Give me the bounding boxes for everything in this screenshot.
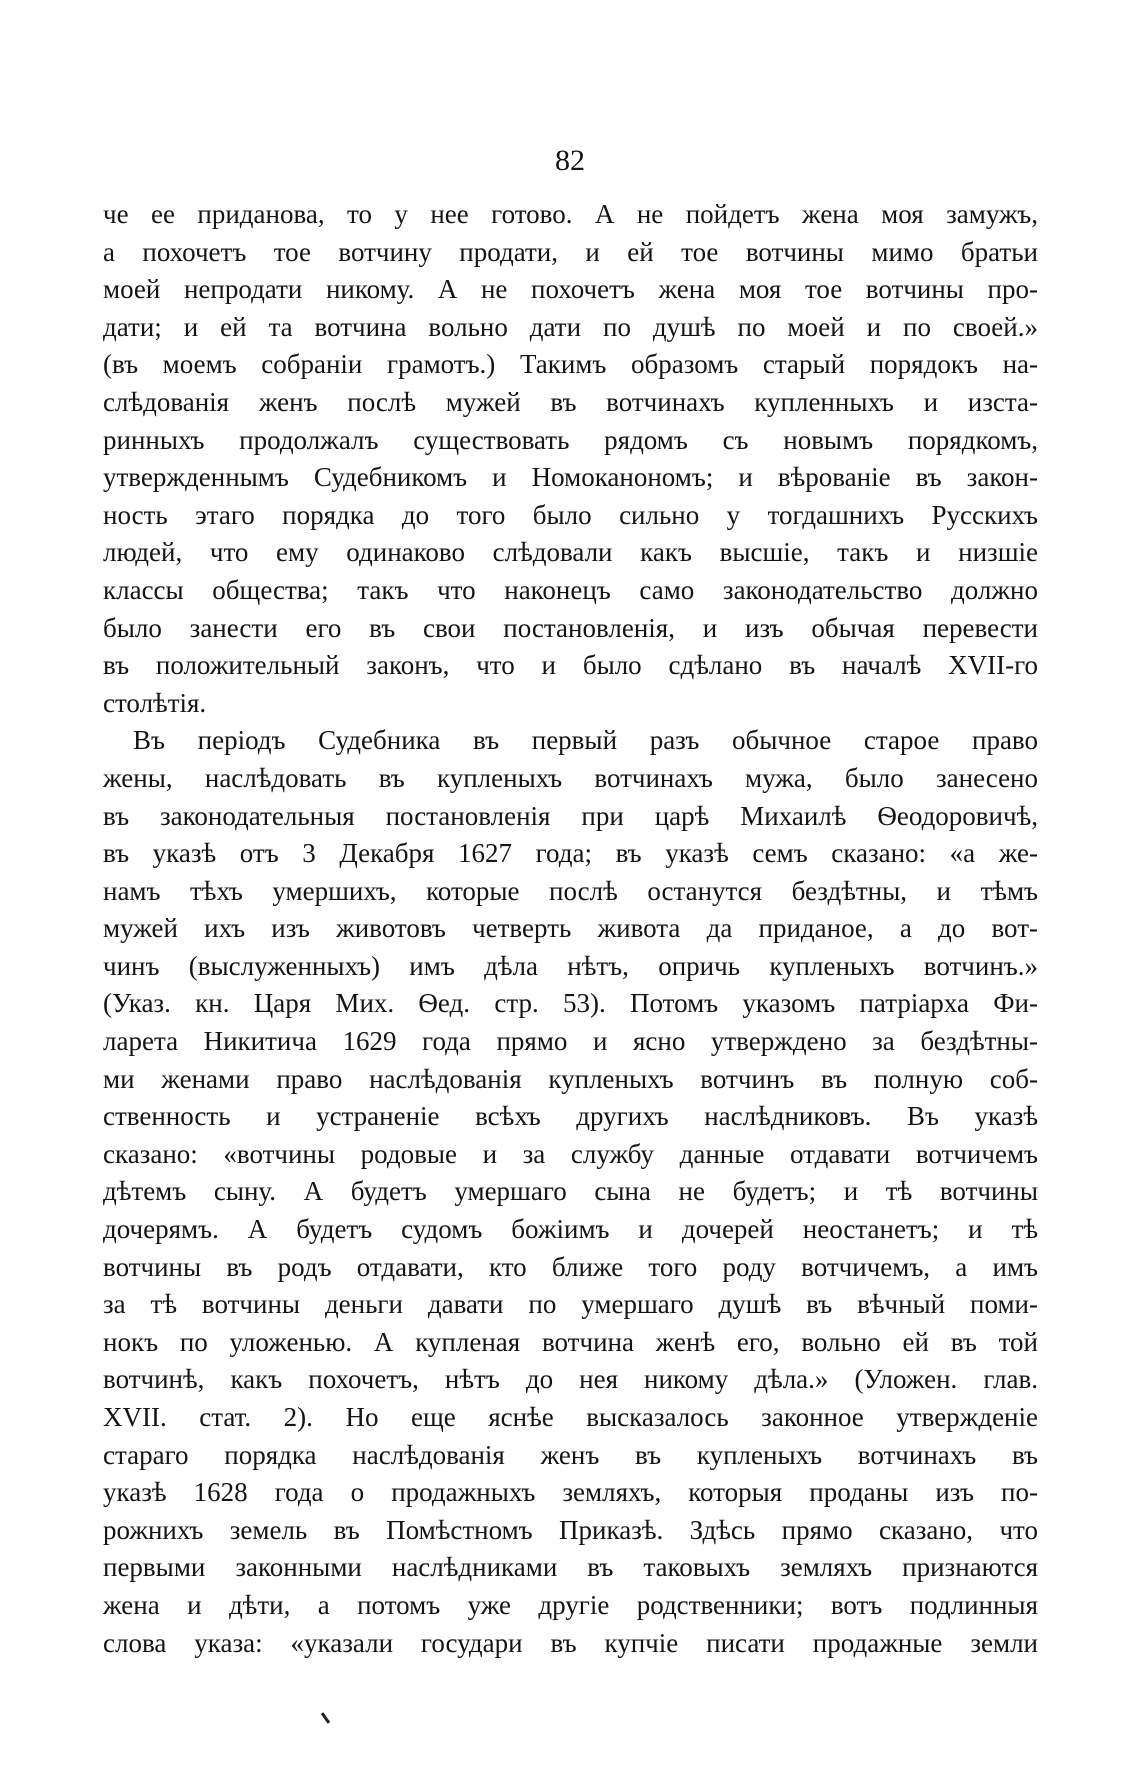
text-line: (въ моемъ собраніи грамотъ.) Такимъ образомъ старый порядокъ на- [103, 349, 1038, 380]
paragraph-end-line: столѣтія. [103, 687, 207, 718]
text-line: нокъ по уложенью. А купленая вотчина женѣ его, вольно ей въ той [103, 1326, 1038, 1357]
body-text [103, 196, 1038, 1662]
text-line: классы общества; такъ что наконецъ само законодательство должно [103, 574, 1038, 605]
text-line: рожнихъ земель въ Помѣстномъ Приказѣ. Здѣсь прямо сказано, что [103, 1514, 1038, 1545]
text-line: жена и дѣти, а потомъ уже другіе родственники; вотъ подлинныя [103, 1589, 1038, 1620]
page-number: 82 [555, 144, 585, 177]
text-line: утвержденнымъ Судебникомъ и Номоканономъ; и вѣрованіе въ закон- [103, 462, 1038, 493]
text-line: сказано: «вотчины родовые и за службу данные отдавати вотчичемъ [103, 1138, 1038, 1169]
text-line: мужей ихъ изъ животовъ четверть живота да приданое, а до вот- [103, 913, 1038, 944]
text-line: ринныхъ продолжалъ существовать рядомъ съ новымъ порядкомъ, [103, 424, 1038, 455]
text-line: ларета Никитича 1629 года прямо и ясно утверждено за бездѣтны- [103, 1026, 1038, 1057]
text-line: въ законодательныя постановленія при царѣ Михаилѣ Ѳеодоровичѣ, [103, 800, 1038, 831]
text-line: ми женами право наслѣдованія купленыхъ вотчинъ въ полную соб- [103, 1063, 1038, 1094]
text-line: вотчины въ родъ отдавати, кто ближе того роду вотчичемъ, а имъ [103, 1251, 1038, 1282]
text-line: было занести его въ свои постановленія, и изъ обычая перевести [103, 612, 1038, 643]
text-line: слова указа: «указали государи въ купчіе писати продажные земли [103, 1627, 1038, 1658]
text-line: (Указ. кн. Царя Мих. Ѳед. стр. 53). Потомъ указомъ патріарха Фи- [103, 988, 1038, 1019]
text-line: намъ тѣхъ умершихъ, которые послѣ останутся бездѣтны, и тѣмъ [103, 875, 1038, 906]
text-line: за тѣ вотчины деньги давати по умершаго душѣ въ вѣчный поми- [103, 1289, 1038, 1320]
text-line: че ее приданова, то у нее готово. А не пойдетъ жена моя замужъ, [103, 199, 1038, 229]
text-line: XVII. стат. 2). Но еще яснѣе высказалось законное утвержденіе [103, 1402, 1038, 1432]
text-line: слѣдованія женъ послѣ мужей въ вотчинахъ купленныхъ и изста- [103, 386, 1038, 417]
text-line: дочерямъ. А будетъ судомъ божіимъ и дочерей неостанетъ; и тѣ [103, 1214, 1038, 1245]
text-line: въ указѣ отъ 3 Декабря 1627 года; въ указѣ семъ сказано: «а же- [103, 838, 1038, 869]
text-line: моей непродати никому. А не похочетъ жена моя тое вотчины про- [103, 274, 1038, 305]
text-line: людей, что ему одинаково слѣдовали какъ высшіе, такъ и низшіе [103, 537, 1038, 568]
text-line: въ положительный законъ, что и было сдѣлано въ началѣ XVII-го [103, 650, 1038, 681]
print-speck [321, 1712, 330, 1724]
paragraph-start-line: Въ періодъ Судебника въ первый разъ обычное старое право [133, 725, 1038, 756]
text-line: указѣ 1628 года о продажныхъ земляхъ, которыя проданы изъ по- [103, 1477, 1038, 1508]
text-line: а похочетъ тое вотчину продати, и ей тое вотчины мимо братьи [103, 236, 1038, 267]
text-line: вотчинѣ, какъ похочетъ, нѣтъ до нея никому дѣла.» (Уложен. глав. [103, 1364, 1038, 1395]
text-line: первыми законными наслѣдниками въ таковыхъ земляхъ признаются [103, 1552, 1038, 1583]
text-line: чинъ (выслуженныхъ) имъ дѣла нѣтъ, опричь купленыхъ вотчинъ.» [103, 950, 1038, 981]
text-line: дати; и ей та вотчина вольно дати по душѣ по моей и по своей.» [103, 311, 1038, 342]
text-line: стараго порядка наслѣдованія женъ въ купленыхъ вотчинахъ въ [103, 1439, 1038, 1470]
text-line: ность этаго порядка до того было сильно у тогдашнихъ Русскихъ [103, 499, 1038, 530]
text-line: жены, наслѣдовать въ купленыхъ вотчинахъ мужа, было занесено [103, 762, 1038, 793]
text-line: ственность и устраненіе всѣхъ другихъ наслѣдниковъ. Въ указѣ [103, 1101, 1038, 1132]
text-line: дѣтемъ сыну. А будетъ умершаго сына не будетъ; и тѣ вотчины [103, 1176, 1038, 1207]
